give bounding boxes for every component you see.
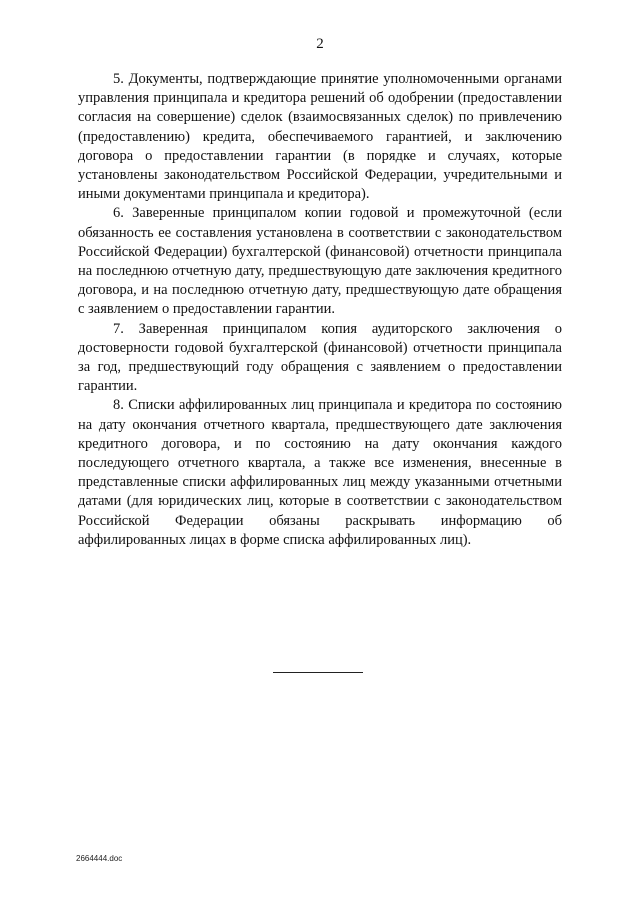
page-number: 2	[316, 36, 324, 52]
end-separator-line	[273, 672, 363, 673]
paragraph-item-5: 5. Документы, подтверждающие принятие уполномоченными органами управления принципала и кредитора решений об одобрении (предоставлении согласия на совершение) сделок (взаимосвязанных сделок) по привлечению (предоставлению) кредита, обеспечиваемого гарантией, и заключению договора о предоставлении гарантии (в порядке и случаях, которые установлены законодательством Российской Федерации, учредительными и иными документами принципала и кредитора).	[78, 71, 562, 203]
paragraph-item-8: 8. Списки аффилированных лиц принципала и кредитора по состоянию на дату окончания отчетного квартала, предшествующего дате заключения кредитного договора, и по состоянию на дату окончания каждого последующего отчетного квартала, а также все изменения, внесенные в представленные списки аффилированных лиц между указанными отчетными датами (для юридических лиц, которые в соответствии с законодательством Российской Федерации обязаны раскрывать информацию об аффилированных лицах в форме списка аффилированных лиц).	[78, 397, 562, 548]
footer-filename: 2664444.doc	[76, 854, 123, 863]
document-body	[78, 70, 562, 550]
paragraph-item-6: 6. Заверенные принципалом копии годовой и промежуточной (если обязанность ее составления установлена в соответствии с законодательством Российской Федерации) бухгалтерской (финансовой) отчетности принципала на последнюю отчетную дату, предшествующую дате заключения кредитного договора, и на последнюю отчетную дату, предшествующую дате обращения с заявлением о предоставлении гарантии.	[78, 205, 562, 318]
paragraph-item-7: 7. Заверенная принципалом копия аудиторского заключения о достоверности годовой бухгалтерской (финансовой) отчетности принципала за год, предшествующий году обращения с заявлением о предоставлении гарантии.	[78, 320, 562, 395]
